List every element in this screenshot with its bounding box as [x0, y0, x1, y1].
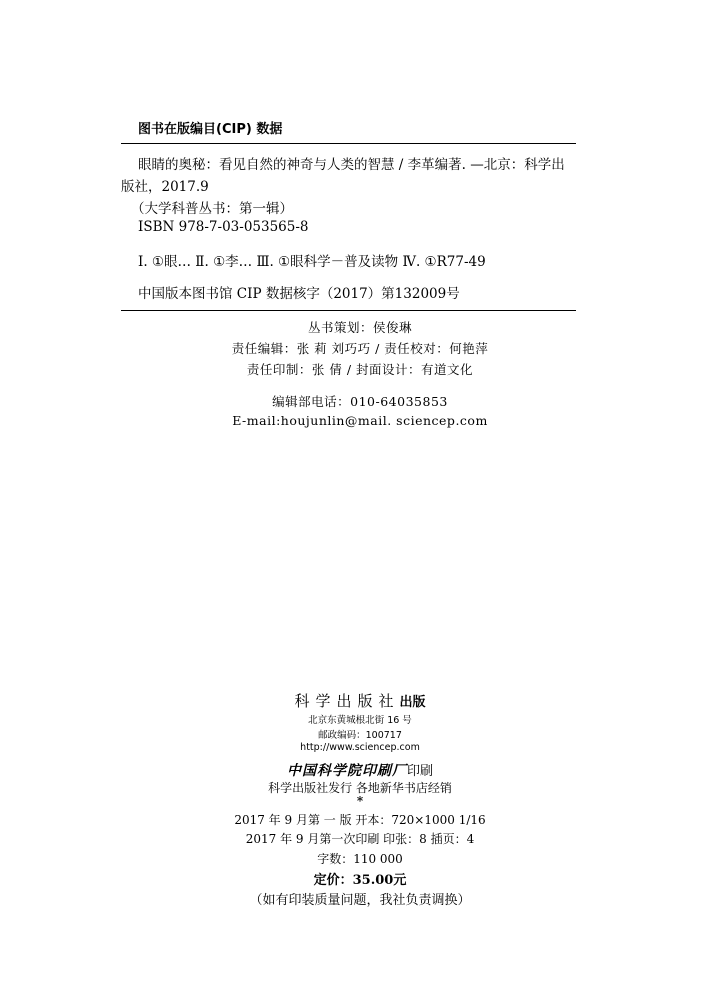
printer-name-suffix: 印刷: [406, 764, 433, 779]
editorial-email: E-mail:houjunlin@mail. sciencep.com: [232, 413, 488, 428]
cip-book-title-line: 眼睛的奥秘：看见自然的神奇与人类的智慧 / 李革编著. —北京：科学出: [138, 157, 565, 173]
price: 定价：35.00元: [313, 873, 407, 888]
top-divider: [121, 143, 576, 144]
publisher-address: 北京东黄城根北街 16 号: [308, 715, 412, 726]
print-and-cover-design: 责任印制：张 倩 / 封面设计：有道文化: [246, 362, 474, 377]
editorial-phone: 编辑部电话：010-64035853: [272, 394, 448, 409]
series-planner: 丛书策划：侯俊琳: [307, 320, 412, 335]
cip-data-number: 中国版本图书馆 CIP 数据核字（2017）第132009号: [138, 286, 460, 302]
publisher-name-stylized: 科学出版社: [294, 692, 400, 710]
distribution-line: 科学出版社发行 各地新华书店经销: [268, 781, 452, 795]
printer-line: [0, 760, 720, 780]
star-separator: *: [356, 794, 364, 808]
printing-line: 2017 年 9 月第一次印刷 印张：8 插页：4: [245, 832, 475, 846]
printer-name-stylized: 中国科学院印刷厂: [286, 763, 407, 779]
cip-classification: Ⅰ. ①眼… Ⅱ. ①李… Ⅲ. ①眼科学－普及读物 Ⅳ. ①R77-49: [138, 254, 486, 270]
publisher-name: [0, 690, 720, 711]
cip-publisher-line: 版社，2017.9: [121, 179, 209, 195]
publisher-name-suffix: 出版: [399, 695, 426, 710]
cip-series-line: （大学科普丛书：第一辑）: [131, 201, 293, 217]
publisher-url: http://www.sciencep.com: [300, 742, 420, 753]
cip-isbn: ISBN 978-7-03-053565-8: [138, 219, 309, 235]
quality-notice: （如有印装质量问题，我社负责调换）: [249, 893, 471, 908]
cip-title: 图书在版编目(CIP) 数据: [138, 122, 283, 137]
bottom-divider: [121, 310, 576, 311]
word-count: 字数：110 000: [317, 852, 403, 866]
edition-line: 2017 年 9 月第 一 版 开本：720×1000 1/16: [234, 813, 486, 827]
publisher-postcode: 邮政编码：100717: [318, 730, 402, 741]
responsible-editors: 责任编辑：张 莉 刘巧巧 / 责任校对：何艳萍: [231, 341, 489, 356]
